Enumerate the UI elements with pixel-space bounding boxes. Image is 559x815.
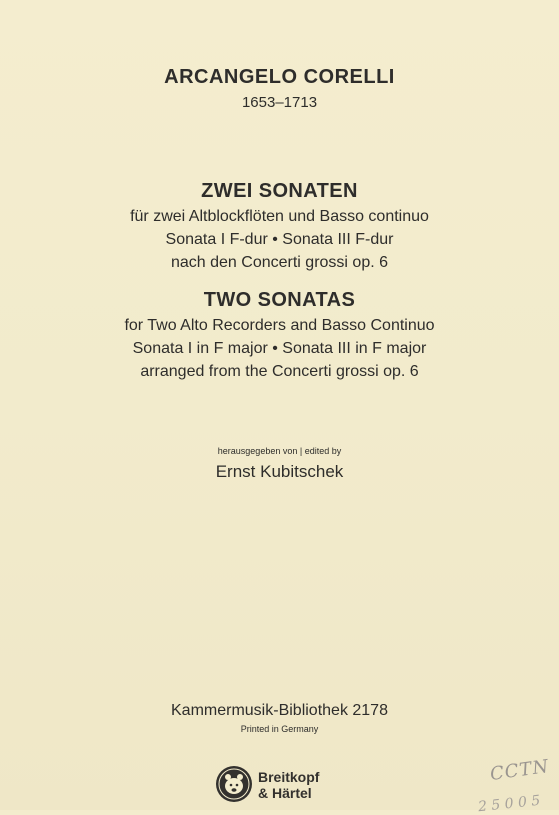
edited-by-label: herausgegeben von | edited by [217, 446, 342, 456]
publisher-name-line1: Breitkopf [258, 769, 320, 785]
english-subtitle-line: arranged from the Concerti grossi op. 6 [140, 363, 419, 380]
handwritten-note: 2 5 0 0 5 [477, 792, 542, 815]
german-subtitle-line: nach den Concerti grossi op. 6 [170, 254, 388, 271]
composer-dates: 1653–1713 [241, 94, 318, 111]
german-subtitle-line: Sonata I F-dur • Sonata III F-dur [165, 231, 394, 248]
publisher-logo [216, 766, 336, 806]
english-subtitle-line: Sonata I in F major • Sonata III in F major [132, 340, 427, 357]
handwritten-note: CCTN [488, 755, 551, 786]
composer-name: ARCANGELO CORELLI [164, 66, 395, 88]
bear-seal-icon [216, 766, 252, 802]
publisher-name [258, 769, 319, 801]
german-title: ZWEI SONATEN [201, 180, 358, 202]
english-title: TWO SONATAS [203, 289, 356, 311]
series-number: Kammermusik-Bibliothek 2178 [171, 702, 388, 719]
editor-name: Ernst Kubitschek [215, 462, 344, 481]
english-subtitle-line: for Two Alto Recorders and Basso Continuo [124, 317, 435, 334]
printed-in: Printed in Germany [240, 724, 319, 734]
publisher-name-line2: & Härtel [258, 785, 312, 801]
german-subtitle-line: für zwei Altblockflöten und Basso continuo [130, 208, 429, 225]
